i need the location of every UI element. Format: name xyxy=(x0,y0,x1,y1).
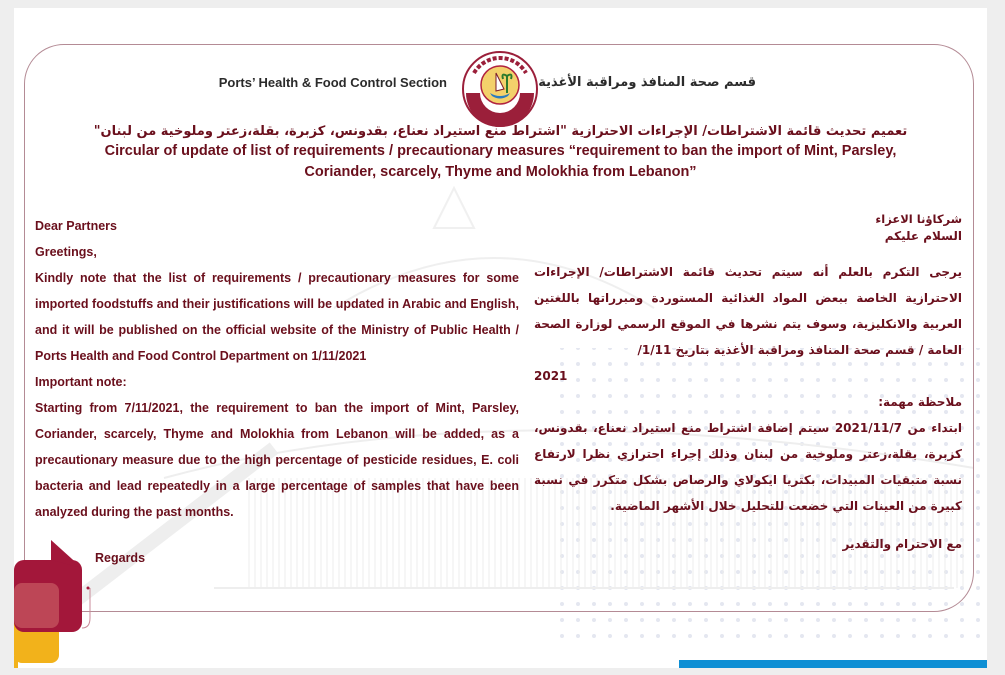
document-page xyxy=(14,8,987,668)
note-heading-en: Important note: xyxy=(35,375,127,389)
circular-title-en-line1: Circular of update of list of requirements / precautionary measures “requirement to ban the import of Mint, Parsley, xyxy=(104,143,897,159)
department-name-en: Ports’ Health & Food Control Section xyxy=(218,75,447,90)
paragraph2-ar: ابتداء من 2021/11/7 سيتم إضافة اشتراط منع استيراد نعناع، بقدونس، كزبرة، بقلة،زعتر وملوخية من لبنان وذلك إجراء احترازي نظرا لارتفاع نسبة متبقيات المبيدات، بكتريا ايكولاي والرصاص بشكل متكرر في نسبة كبيرة من العينات التي خضعت للتحليل خلال الأشهر الماضية. xyxy=(534,421,962,513)
circular-title-en xyxy=(74,141,927,183)
paragraph1-en: Kindly note that the list of requirements / precautionary measures for some imported foodstuffs and their justifications will be updated in Arabic and English, and it will be published on the official website of the Ministry of Public Health / Ports Health and Food Control Department on 1/11/2021 xyxy=(35,271,519,363)
paragraph1-ar-year: 2021 xyxy=(534,369,568,383)
ministry-emblem-icon xyxy=(460,49,540,129)
arabic-body xyxy=(534,211,962,557)
brand-corner-graphic xyxy=(14,538,114,668)
english-body xyxy=(35,213,519,571)
salutation-en: Dear Partners xyxy=(35,219,117,233)
closing-ar: مع الاحترام والتقدير xyxy=(842,537,962,551)
circular-title xyxy=(74,122,927,183)
greeting-en: Greetings, xyxy=(35,245,97,259)
circular-title-ar: تعميم تحديث قائمة الاشتراطات/ الإجراءات الاحترازية "اشتراط منع استيراد نعناع، بقدونس، كزبرة، بقلة،زعتر وملوخية من لبنان" xyxy=(93,124,908,139)
closing-en: Regards xyxy=(95,551,146,565)
department-name-ar: قسم صحة المنافذ ومراقبة الأغذية xyxy=(538,75,756,90)
note-heading-ar: ملاحظة مهمة: xyxy=(878,395,962,409)
circular-title-en-line2: Coriander, scarcely, Thyme and Molokhia from Lebanon” xyxy=(304,164,697,180)
paragraph1-ar: يرجى التكرم بالعلم أنه سيتم تحديث قائمة الاشتراطات/ الإجراءات الاحترازية الخاصة ببعض المواد الغذائية المستوردة ومبرراتها باللغتين العربية والانكليزية، وسوف يتم نشرها في الموقع الرسمي لوزارة الصحة العامة / قسم صحة المنافذ ومراقبة الأغذية بتاريخ 1/11/ xyxy=(534,265,962,357)
salutation-ar: شركاؤنا الاعزاء xyxy=(875,212,962,226)
paragraph2-en: Starting from 7/11/2021, the requirement to ban the import of Mint, Parsley, Coriander, scarcely, Thyme and Molokhia from Lebanon will be added, as a precautionary measure due to the high percentage of pesticide residues, E. coli bacteria and lead repeatedly in a large percentage of samples that have been analyzed during the past months. xyxy=(35,401,519,519)
footer-accent-bar xyxy=(679,660,987,668)
greeting-ar: السلام عليكم xyxy=(884,229,962,243)
